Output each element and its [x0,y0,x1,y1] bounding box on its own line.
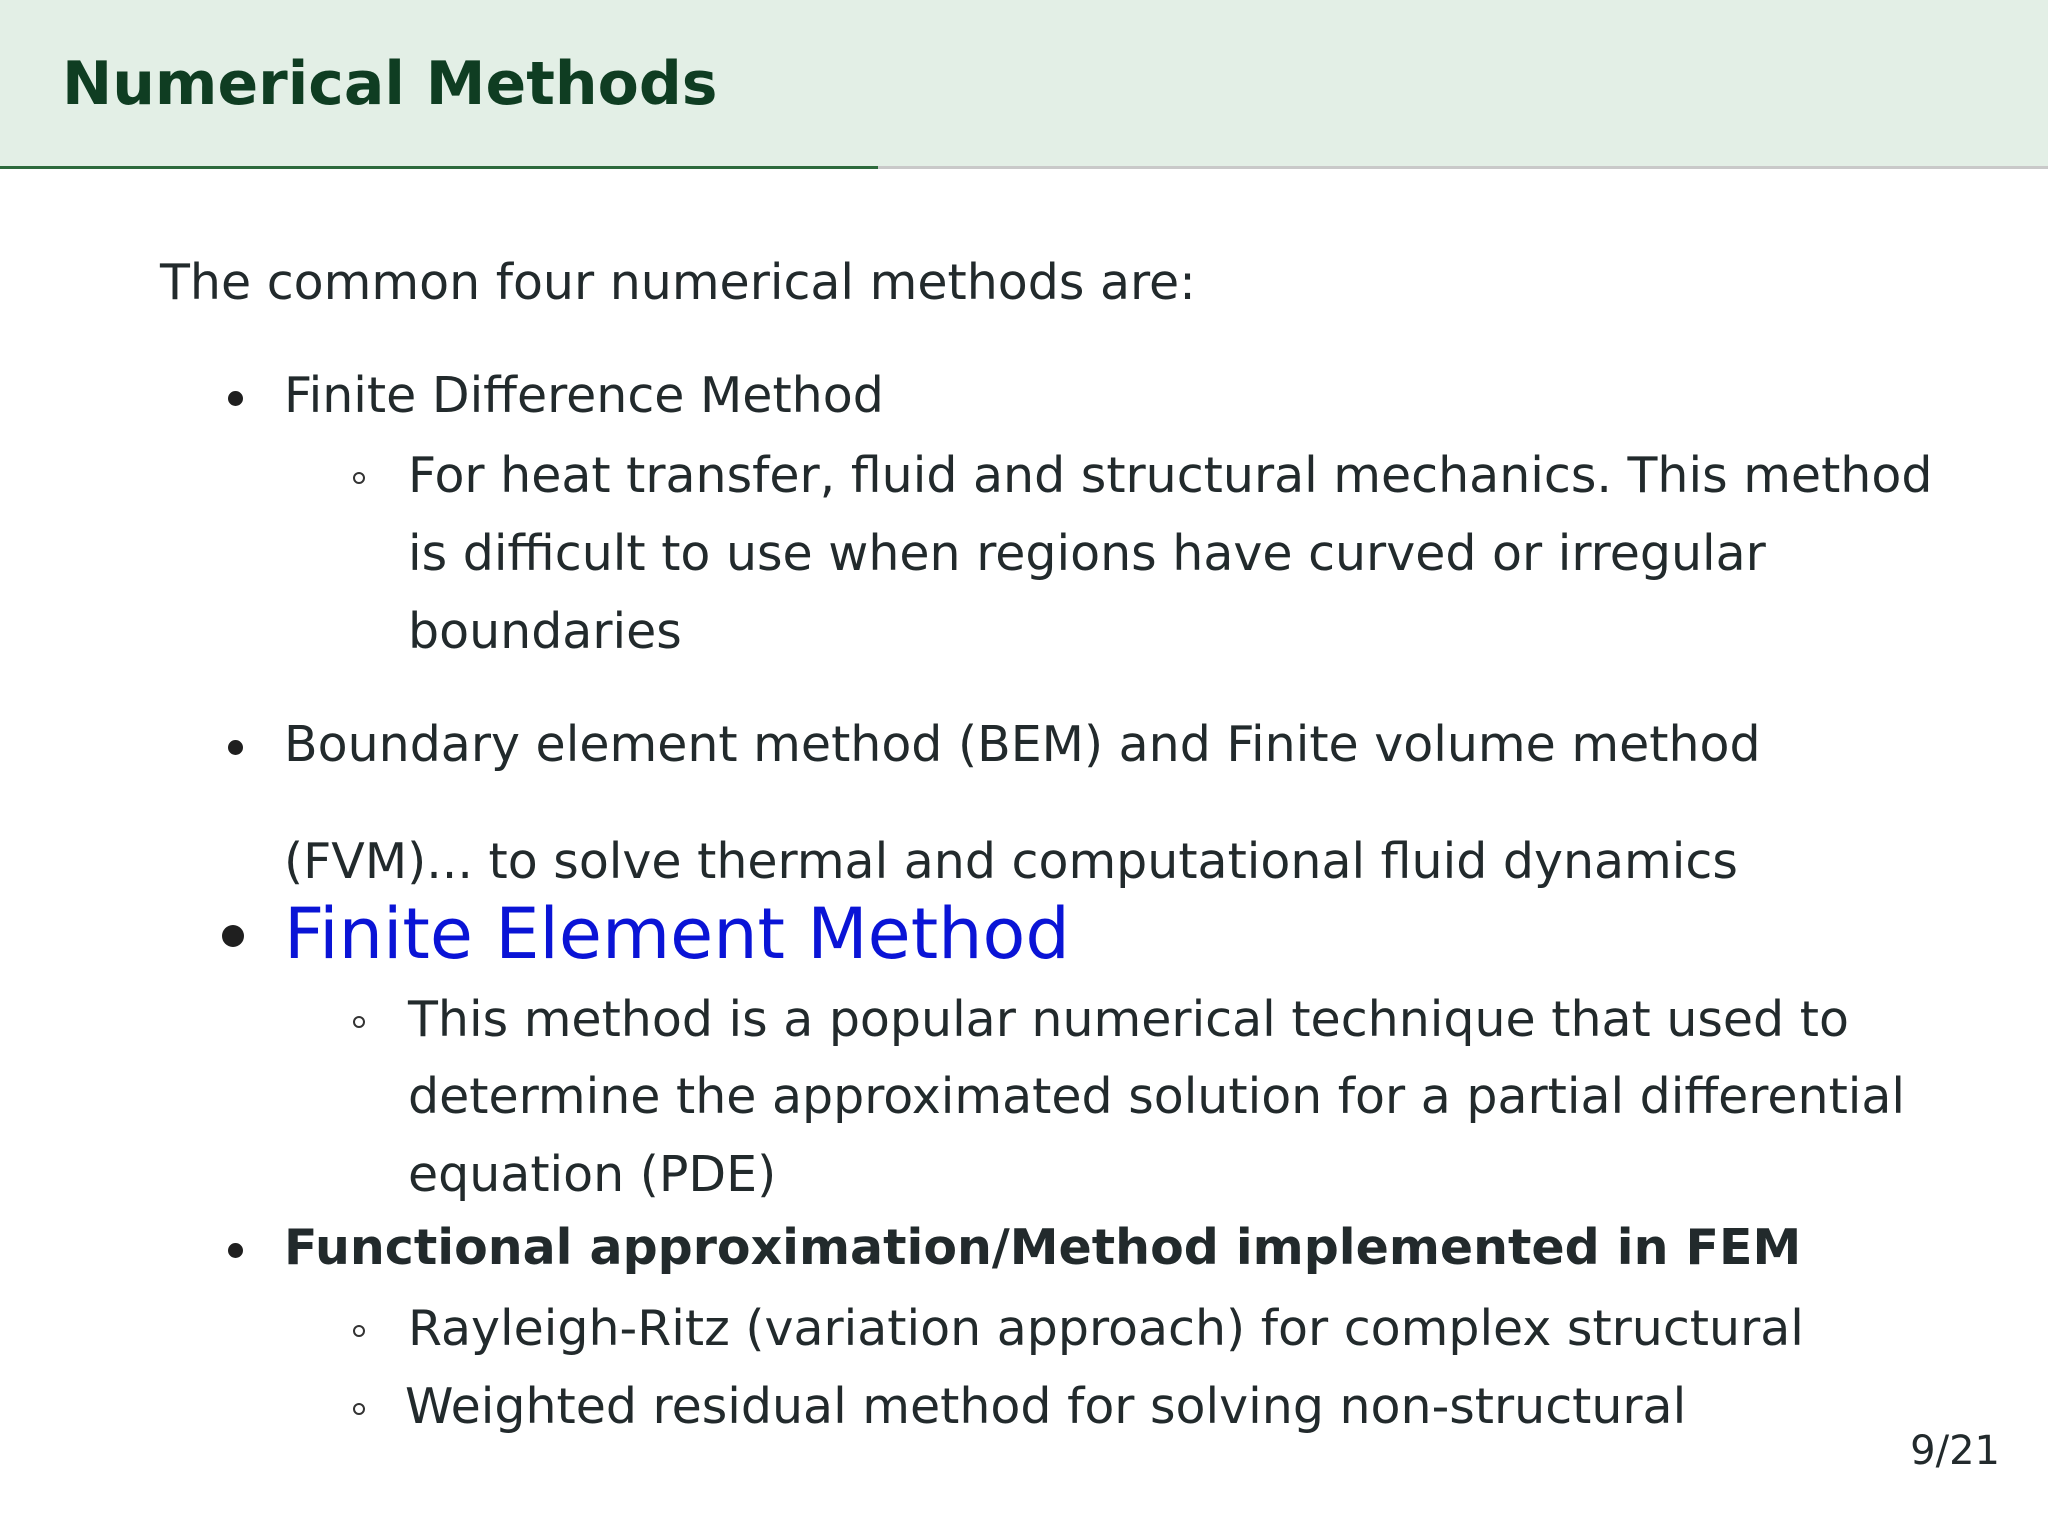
intro-text: The common four numerical methods are: [160,254,1196,311]
sub-item-line: is difficult to use when regions have curved or irregular [408,525,1766,582]
bullet-marker [228,391,243,406]
item-finite-difference: Finite Difference Method [284,367,884,424]
sub-bullet-marker [353,1016,365,1028]
header-progress-bar [0,166,878,169]
slide-title: Numerical Methods [62,49,718,119]
sub-bullet-marker [353,1403,365,1415]
bullet-marker [228,740,243,755]
item-functional-approximation: Functional approximation/Method implemented in FEM [284,1219,1802,1276]
sub-item-line: For heat transfer, fluid and structural mechanics. This method [408,447,1933,504]
sub-item-line: This method is a popular numerical technique that used to [408,991,1849,1048]
sub-item-line: determine the approximated solution for a partial differential [408,1068,1906,1125]
sub-item-line: boundaries [408,603,682,660]
sub-bullet-marker [353,472,365,484]
page-number: 9/21 [1910,1428,2000,1474]
sub-item-line: equation (PDE) [408,1146,777,1203]
item-bem-fvm-line: Boundary element method (BEM) and Finite volume method [284,716,1761,773]
sub-item-weighted-residual: Weighted residual method for solving non-structural [405,1378,1687,1435]
item-bem-fvm-line: (FVM)... to solve thermal and computational fluid dynamics [284,833,1738,890]
item-finite-element: Finite Element Method [284,893,1070,975]
sub-bullet-marker [353,1325,365,1337]
sub-item-rayleigh-ritz: Rayleigh-Ritz (variation approach) for complex structural [408,1300,1804,1357]
bullet-marker [228,1243,243,1258]
bullet-marker [222,925,244,947]
